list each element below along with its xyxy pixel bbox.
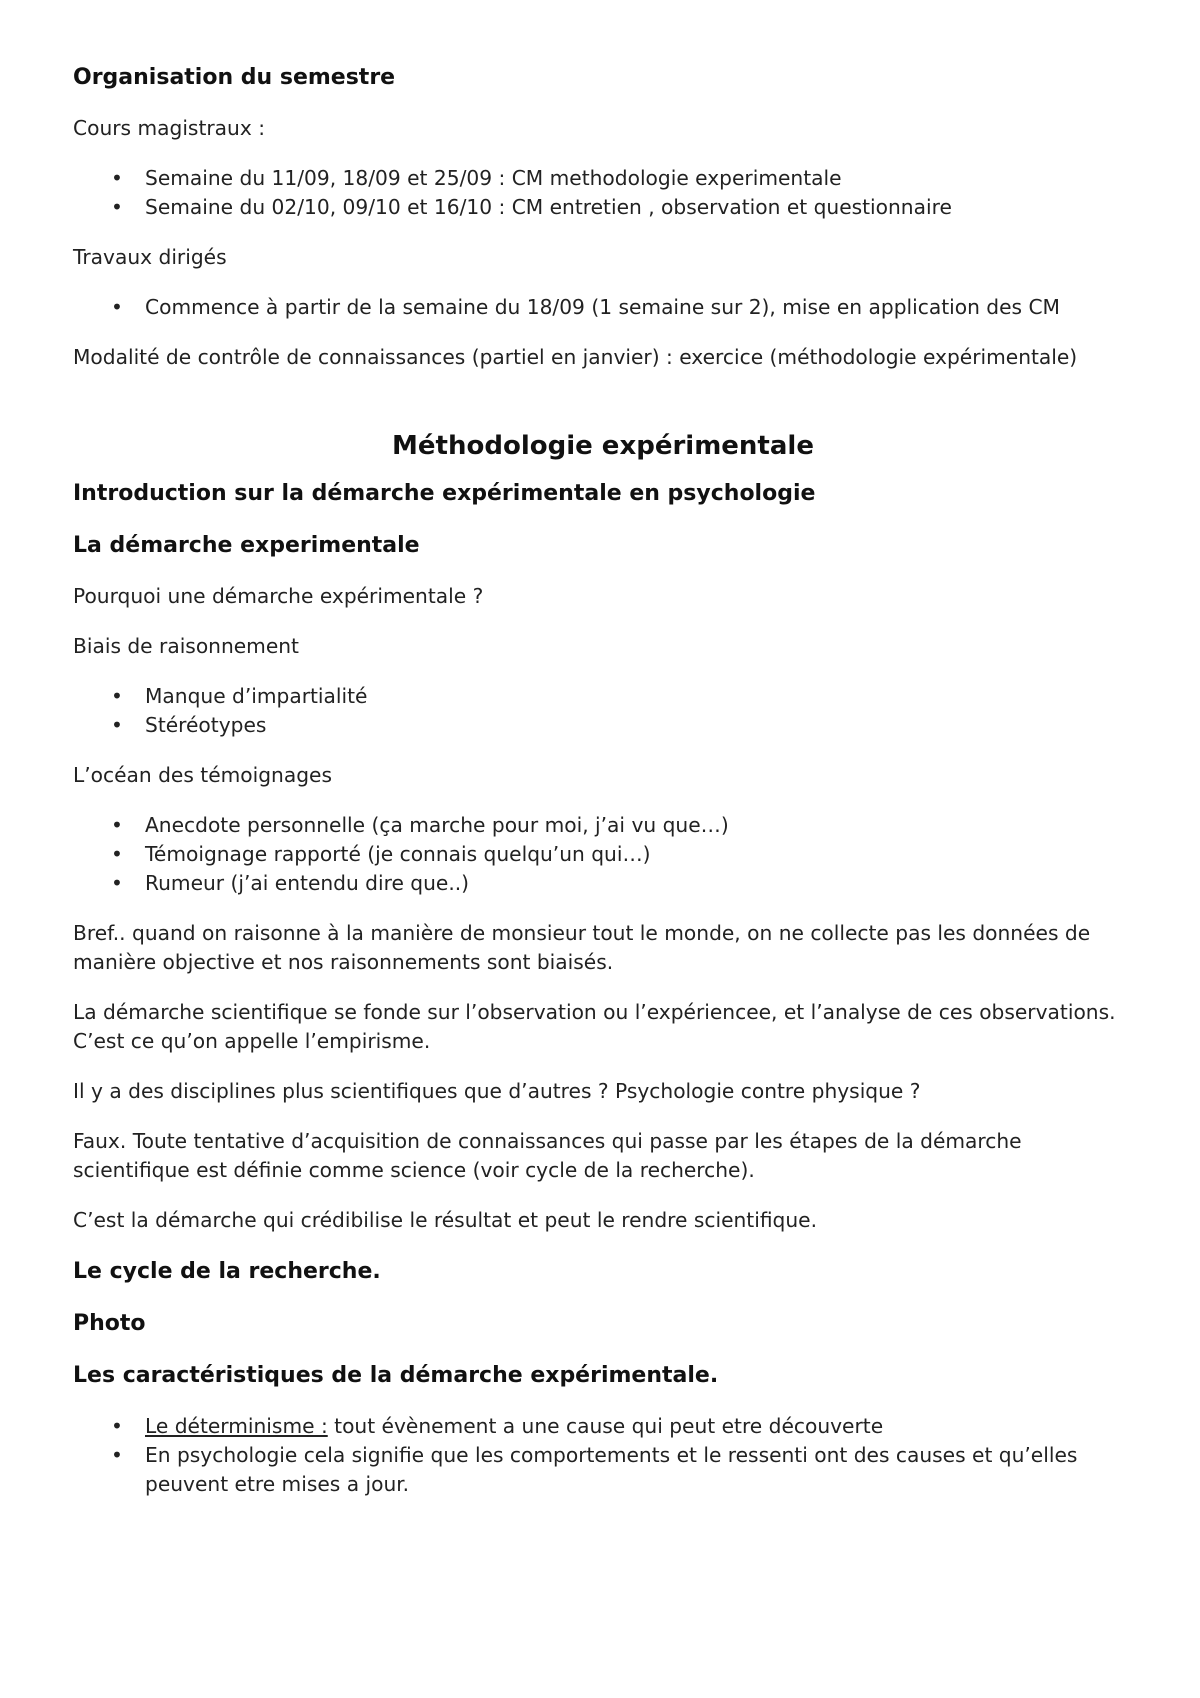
document-page bbox=[73, 62, 1133, 1520]
pourquoi-paragraph: Pourquoi une démarche expérimentale ? bbox=[73, 584, 484, 608]
list-item: • Semaine du 02/10, 09/10 et 16/10 : CM entretien , observation et questionnaire bbox=[145, 193, 1133, 222]
bullet-icon: • bbox=[111, 295, 123, 319]
modalite-paragraph: Modalité de contrôle de connaissances (partiel en janvier) : exercice (méthodologie expérimentale) bbox=[73, 345, 1078, 369]
bullet-icon: • bbox=[111, 195, 123, 219]
ocean-label: L’océan des témoignages bbox=[73, 763, 332, 787]
list-item: • Rumeur (j’ai entendu dire que..) bbox=[145, 869, 1133, 898]
list-item: • En psychologie cela signifie que les comportements et le ressenti ont des causes et qu’elles peuvent etre mises a jour. bbox=[111, 1443, 1078, 1496]
bullet-icon: • bbox=[111, 1414, 123, 1438]
list-item: • Commence à partir de la semaine du 18/09 (1 semaine sur 2), mise en application des CM bbox=[145, 293, 1133, 322]
caracteristiques-heading: Les caractéristiques de la démarche expérimentale. bbox=[73, 1363, 719, 1388]
list-item: • Le déterminisme : tout évènement a une cause qui peut etre découverte bbox=[145, 1412, 1133, 1441]
cycle-heading: Le cycle de la recherche. bbox=[73, 1259, 381, 1284]
list-item: • Manque d’impartialité bbox=[145, 682, 1133, 711]
list-item: • Semaine du 11/09, 18/09 et 25/09 : CM methodologie experimentale bbox=[145, 164, 1133, 193]
paragraph-credibilise: C’est la démarche qui crédibilise le résultat et peut le rendre scientifique. bbox=[73, 1208, 817, 1232]
determinisme-term: Le déterminisme : bbox=[145, 1414, 328, 1438]
td-list bbox=[73, 293, 1133, 322]
paragraph-bref: Bref.. quand on raisonne à la manière de monsieur tout le monde, on ne collecte pas les données de manière objective et nos raisonnements sont biaisés. bbox=[73, 921, 1091, 974]
demarche-heading: La démarche experimentale bbox=[73, 533, 420, 558]
list-item: • Témoignage rapporté (je connais quelqu’un qui…) bbox=[145, 840, 1133, 869]
bullet-icon: • bbox=[111, 713, 123, 737]
bullet-icon: • bbox=[111, 684, 123, 708]
biais-list bbox=[73, 682, 1133, 740]
td-label: Travaux dirigés bbox=[73, 245, 227, 269]
bullet-icon: • bbox=[111, 1443, 123, 1467]
intro-heading: Introduction sur la démarche expérimentale en psychologie bbox=[73, 481, 816, 506]
ocean-list bbox=[73, 811, 1133, 898]
paragraph-empirisme: La démarche scientifique se fonde sur l’observation ou l’expériencee, et l’analyse de ces observations. C’est ce qu’on appelle l’empirisme. bbox=[73, 1000, 1116, 1053]
caracteristiques-list bbox=[73, 1412, 1133, 1499]
biais-label: Biais de raisonnement bbox=[73, 634, 299, 658]
main-title: Méthodologie expérimentale bbox=[392, 431, 814, 461]
cm-list bbox=[73, 164, 1133, 222]
paragraph-disciplines: Il y a des disciplines plus scientifiques que d’autres ? Psychologie contre physique ? bbox=[73, 1079, 921, 1103]
paragraph-faux: Faux. Toute tentative d’acquisition de connaissances qui passe par les étapes de la démarche scientifique est définie comme science (voir cycle de la recherche). bbox=[73, 1129, 1022, 1182]
bullet-icon: • bbox=[111, 842, 123, 866]
list-item: • Stéréotypes bbox=[145, 711, 1133, 740]
section-heading-organisation: Organisation du semestre bbox=[73, 65, 396, 90]
cm-label: Cours magistraux : bbox=[73, 116, 265, 140]
bullet-icon: • bbox=[111, 871, 123, 895]
photo-heading: Photo bbox=[73, 1311, 146, 1336]
bullet-icon: • bbox=[111, 813, 123, 837]
list-item: • Anecdote personnelle (ça marche pour moi, j’ai vu que…) bbox=[145, 811, 1133, 840]
bullet-icon: • bbox=[111, 166, 123, 190]
